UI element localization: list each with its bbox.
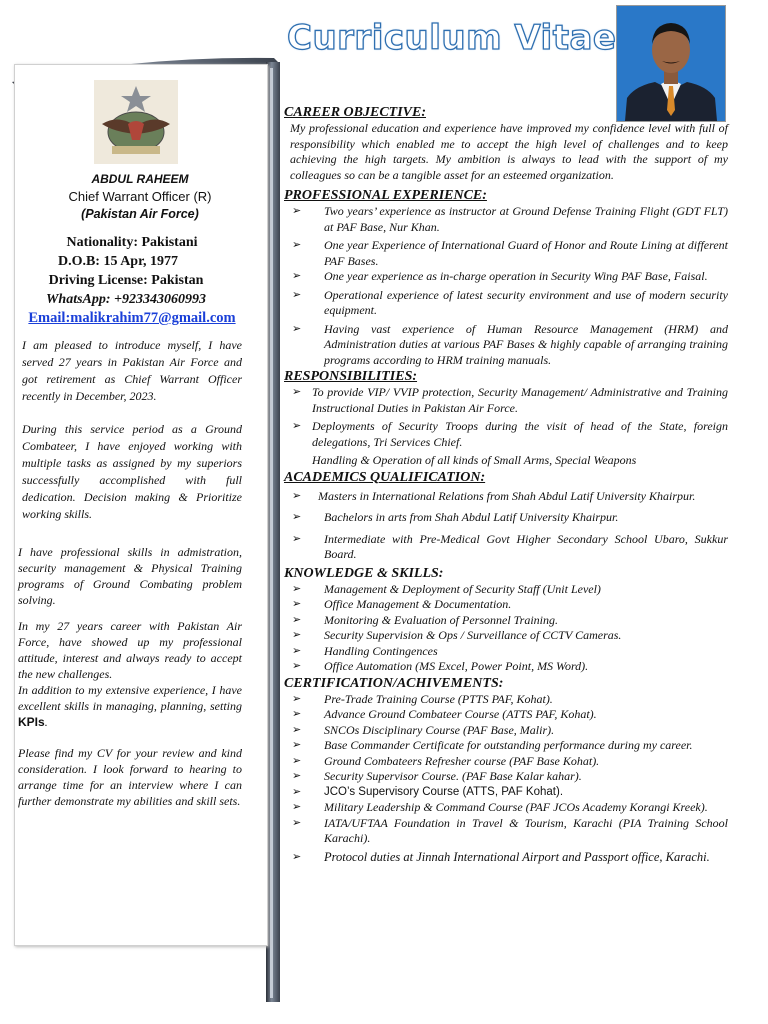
arrow-bullet-icon: ➢ bbox=[292, 532, 302, 545]
arrow-bullet-icon: ➢ bbox=[292, 288, 302, 301]
arrow-bullet-icon: ➢ bbox=[292, 644, 302, 657]
list-item bbox=[284, 738, 728, 754]
list-item-text: Bachelors in arts from Shah Abdul Latif University Khairpur. bbox=[324, 510, 619, 524]
list-item bbox=[284, 754, 728, 770]
arrow-bullet-icon: ➢ bbox=[292, 489, 302, 502]
list-item-text: Masters in International Relations from Shah Abdul Latif University Khairpur. bbox=[318, 488, 696, 503]
list-item bbox=[284, 582, 728, 598]
intro-paragraph-3: I have professional skills in admistration, security management & Physical Training programs of Ground Combating problem solving. bbox=[18, 545, 242, 607]
list-item-text: Security Supervision & Ops / Surveillance of CCTV Cameras. bbox=[324, 628, 622, 642]
academics-heading: ACADEMICS QUALIFICATION: bbox=[284, 469, 486, 485]
paf-emblem bbox=[94, 80, 178, 164]
kpis-text: KPIs bbox=[18, 715, 45, 729]
list-item-text: Deployments of Security Troops during the visit of head of the State, foreign delegations, Tri Services Chief. bbox=[312, 419, 728, 449]
list-item-text: Two years’ experience as instructor at Ground Defense Training Flight (GDT FLT) at PAF Base, Nur Khan. bbox=[324, 204, 728, 234]
list-item-text: Security Supervisor Course. (PAF Base Kalar kahar). bbox=[324, 769, 582, 783]
arrow-bullet-icon: ➢ bbox=[292, 239, 302, 251]
arrow-bullet-icon: ➢ bbox=[292, 708, 302, 720]
arrow-bullet-icon: ➢ bbox=[292, 816, 302, 829]
experience-list bbox=[284, 204, 728, 368]
list-item-text: Office Management & Documentation. bbox=[324, 597, 512, 611]
experience-heading: PROFESSIONAL EXPERIENCE: bbox=[284, 188, 487, 203]
list-item-text: Having vast experience of Human Resource Management (HRM) and Administration duties at various PAF Bases & highly capable of arranging training programs according to HRM training manuals. bbox=[324, 321, 728, 367]
career-objective-heading: CAREER OBJECTIVE: bbox=[284, 105, 426, 120]
list-item bbox=[284, 532, 728, 563]
list-item-text: To provide VIP/ VVIP protection, Security Management/ Administrative and Training Instructional Duties in Pakistan Air Force. bbox=[312, 385, 728, 415]
arrow-bullet-icon: ➢ bbox=[292, 629, 302, 641]
arrow-bullet-icon: ➢ bbox=[292, 850, 302, 863]
intro-paragraph-6: Please find my CV for your review and kind consideration. I look forward to hearing to arrange time for an interview where I can further demonstrate my abilities and skill sets. bbox=[18, 746, 242, 808]
responsibilities-list bbox=[284, 385, 728, 450]
list-item-text: IATA/UFTAA Foundation in Travel & Tourism, Karachi (PIA Training School Karachi). bbox=[324, 815, 728, 845]
profile-rank: Chief Warrant Officer (R) bbox=[68, 189, 212, 204]
arrow-bullet-icon: ➢ bbox=[292, 723, 302, 736]
list-item bbox=[284, 769, 728, 785]
skills-list bbox=[284, 582, 728, 675]
email-link[interactable]: Email:malikrahim77@gmail.com bbox=[28, 310, 236, 326]
career-objective-text: My professional education and experience have improved my confidence level with full of responsibility which enabled me to accept the high level of challenges and to keep achieving the high targets. My ambition is always to lead with the support of my colleagues so can be a tangible asset for an esteemed organization. bbox=[290, 121, 728, 182]
arrow-bullet-icon: ➢ bbox=[292, 582, 302, 595]
arrow-bullet-icon: ➢ bbox=[292, 511, 302, 523]
arrow-bullet-icon: ➢ bbox=[292, 785, 302, 798]
intro-paragraph-2: During this service period as a Ground Combateer, I have enjoyed working with multiple tasks as assigned by my superiors successfully accomplished with full dedication. Decision making & Prioritize working skills. bbox=[22, 422, 242, 521]
list-item bbox=[284, 510, 728, 526]
list-item bbox=[284, 613, 728, 629]
arrow-bullet-icon: ➢ bbox=[292, 739, 302, 751]
list-item bbox=[284, 692, 728, 708]
list-item bbox=[284, 269, 728, 285]
arrow-bullet-icon: ➢ bbox=[292, 205, 302, 217]
responsibilities-heading: RESPONSIBILITIES: bbox=[284, 369, 418, 384]
arrow-bullet-icon: ➢ bbox=[292, 598, 302, 610]
arrow-bullet-icon: ➢ bbox=[292, 386, 302, 398]
list-item bbox=[284, 628, 728, 644]
arrow-bullet-icon: ➢ bbox=[292, 420, 302, 432]
list-item-text: One year experience as in-charge operation in Security Wing PAF Base, Faisal. bbox=[324, 269, 708, 283]
arrow-bullet-icon: ➢ bbox=[292, 270, 302, 282]
list-item bbox=[284, 238, 728, 269]
academics-list bbox=[284, 489, 728, 563]
arrow-bullet-icon: ➢ bbox=[292, 322, 302, 335]
list-item bbox=[284, 659, 728, 675]
list-item-text: Ground Combateers Refresher course (PAF Base Kohat). bbox=[324, 753, 600, 768]
profile-name: ABDUL RAHEEM bbox=[91, 172, 189, 186]
profile-dob: D.O.B: 15 Apr, 1977 bbox=[57, 254, 179, 269]
responsibilities-extra: Handling & Operation of all kinds of Small Arms, Special Weapons bbox=[312, 453, 637, 467]
intro-paragraph-4: In my 27 years career with Pakistan Air Force, have showed up my professional attitude, interest and always ready to accept the new challenges. bbox=[18, 619, 242, 681]
profile-service: (Pakistan Air Force) bbox=[81, 207, 199, 221]
list-item bbox=[284, 419, 728, 450]
list-item bbox=[284, 800, 728, 816]
list-item bbox=[284, 816, 728, 847]
arrow-bullet-icon: ➢ bbox=[292, 613, 302, 626]
list-item bbox=[284, 385, 728, 416]
arrow-bullet-icon: ➢ bbox=[292, 692, 302, 705]
list-item-text: Advance Ground Combateer Course (ATTS PAF, Kohat). bbox=[324, 707, 597, 721]
certifications-list bbox=[284, 692, 728, 866]
profile-nationality: Nationality: Pakistani bbox=[66, 235, 198, 250]
list-item-text: Management & Deployment of Security Staff (Unit Level) bbox=[324, 581, 601, 596]
arrow-bullet-icon: ➢ bbox=[292, 754, 302, 767]
skills-heading: KNOWLEDGE & SKILLS: bbox=[284, 565, 444, 581]
list-item bbox=[284, 489, 728, 505]
list-item-text: Office Automation (MS Excel, Power Point, MS Word). bbox=[324, 659, 589, 673]
list-item-text: SNCOs Disciplinary Course (PAF Base, Malir). bbox=[324, 722, 555, 737]
intro-paragraph-5-text: In addition to my extensive experience, I have excellent skills in managing, planning, setting bbox=[18, 683, 242, 713]
list-item bbox=[284, 204, 728, 235]
list-item bbox=[284, 723, 728, 739]
intro-paragraph-5-end: . bbox=[44, 715, 48, 729]
list-item bbox=[284, 322, 728, 369]
arrow-bullet-icon: ➢ bbox=[292, 770, 302, 782]
main-content bbox=[284, 104, 728, 865]
list-item-text: Handling Contingences bbox=[324, 643, 438, 658]
list-item-text: Military Leadership & Command Course (PAF JCOs Academy Korangi Kreek). bbox=[324, 800, 708, 814]
list-item-text: Monitoring & Evaluation of Personnel Training. bbox=[324, 612, 558, 627]
eagle-emblem-icon bbox=[94, 80, 178, 164]
list-item bbox=[284, 597, 728, 613]
profile-whatsapp: WhatsApp: +923343060993 bbox=[45, 292, 207, 307]
list-item bbox=[284, 644, 728, 660]
list-item-text: Operational experience of latest security environment and use of modern security equipment. bbox=[324, 287, 728, 317]
list-item-text: One year Experience of International Guard of Honor and Route Lining at different PAF Bases. bbox=[324, 238, 728, 268]
list-item bbox=[284, 707, 728, 723]
cv-title: Curriculum Vitae bbox=[287, 18, 617, 58]
list-item-text: Protocol duties at Jinnah International Airport and Passport office, Karachi. bbox=[324, 849, 710, 864]
list-item-text: Intermediate with Pre-Medical Govt Higher Secondary School Ubaro, Sukkur Board. bbox=[324, 531, 728, 561]
list-item-text: Pre-Trade Training Course (PTTS PAF, Kohat). bbox=[324, 691, 553, 706]
arrow-bullet-icon: ➢ bbox=[292, 801, 302, 813]
arrow-bullet-icon: ➢ bbox=[292, 660, 302, 672]
list-item-text: Base Commander Certificate for outstanding performance during my career. bbox=[324, 738, 693, 752]
certifications-heading: CERTIFICATION/ACHIVEMENTS: bbox=[284, 675, 504, 691]
profile-license: Driving License: Pakistan bbox=[48, 273, 204, 288]
list-item bbox=[284, 850, 728, 866]
list-item-text: JCO’s Supervisory Course (ATTS, PAF Kohat). bbox=[324, 785, 564, 798]
intro-paragraph-1: I am pleased to introduce myself, I have served 27 years in Pakistan Air Force and got retirement as Chief Warrant Officer recently in December, 2023. bbox=[22, 338, 242, 403]
intro-paragraph-5 bbox=[18, 682, 242, 730]
list-item bbox=[284, 785, 728, 801]
list-item bbox=[284, 288, 728, 319]
